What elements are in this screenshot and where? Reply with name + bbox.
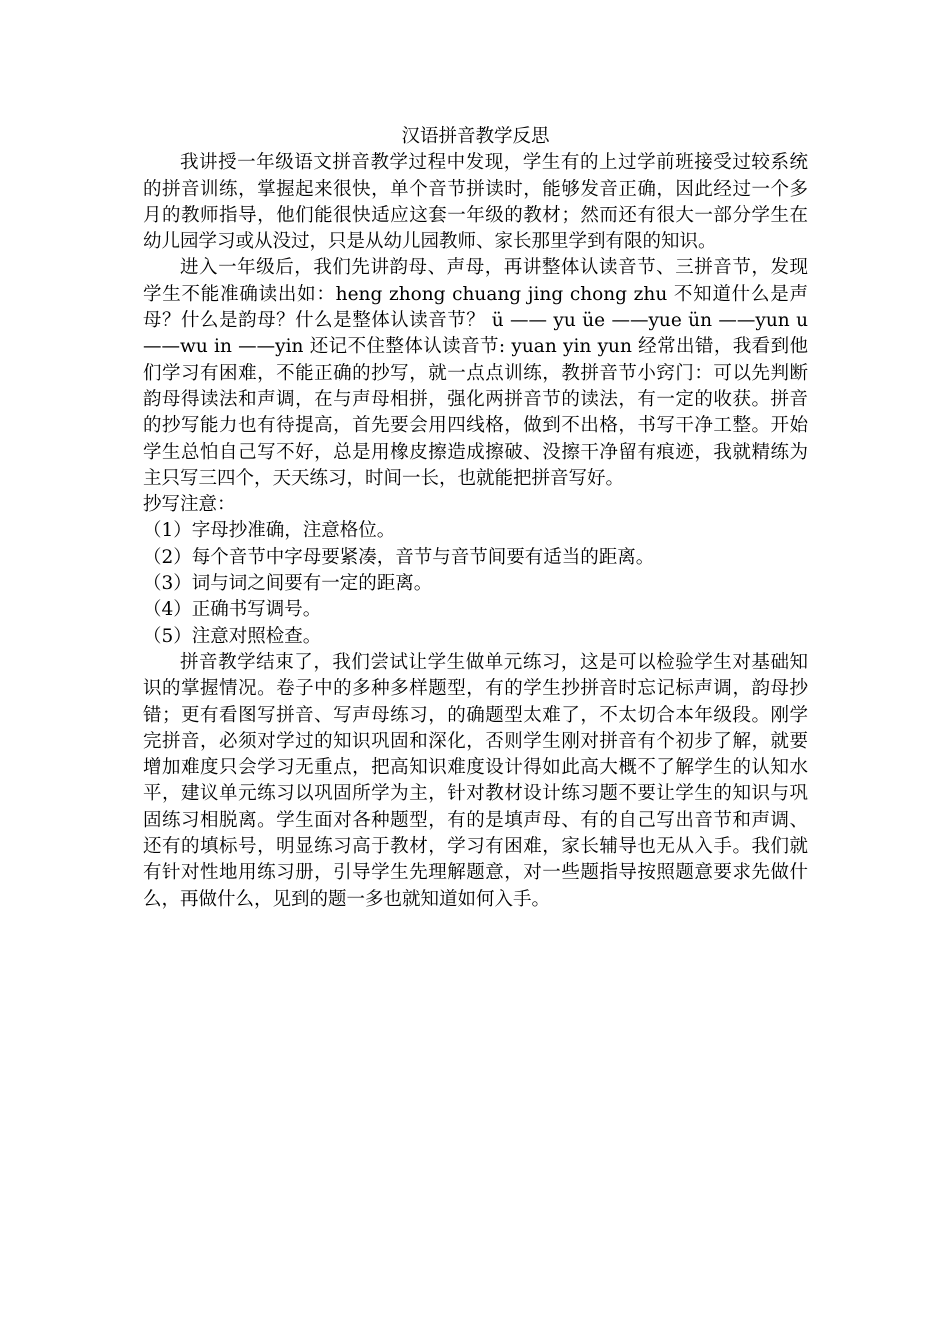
list-item: （2）每个音节中字母要紧凑，音节与音节间要有适当的距离。 bbox=[143, 546, 655, 568]
list-item: （5）注意对照检查。 bbox=[143, 625, 322, 647]
document-page bbox=[143, 124, 808, 913]
document-title: 汉语拼音教学反思 bbox=[401, 126, 550, 147]
list-item: （1）字母抄准确，注意格位。 bbox=[143, 520, 396, 542]
paragraph-1: 我讲授一年级语文拼音教学过程中发现，学生有的上过学前班接受过较系统的拼音训练，掌握起来很快，单个音节拼读时，能够发音正确，因此经过一个多月的教师指导，他们能很快适应这套一年级的教材；然而还有很大一部分学生在幼儿园学习或从没过，只是从幼儿园教师、家长那里学到有限的知识。 bbox=[143, 152, 808, 253]
list-item: （3）词与词之间要有一定的距离。 bbox=[143, 573, 433, 595]
paragraph-2: 进入一年级后，我们先讲韵母、声母，再讲整体认读音节、三拼音节，发现学生不能准确读出如：heng zhong chuang jing chong zhu 不知道什么是声母？什么是韵母？什么是整体认读音节？ ü —— yu üe ——yue ün ——yun u ——wu in ——yin 还记不住整体认读音节: yuan yin yun 经常出错，我看到他们学习有困难，不能正确的抄写，就一点点训练，教拼音节小窍门：可以先判断韵母得读法和声调，在与声母相拼，强化两拼音节的读法，有一定的收获。拼音的抄写能力也有待提高，首先要会用四线格，做到不出格，书写干净工整。开始学生总怕自己写不好，总是用橡皮擦造成擦破、没擦干净留有痕迹，我就精练为主只写三四个，天天练习，时间一长，也就能把拼音写好。 bbox=[143, 257, 808, 489]
copy-notes-list bbox=[143, 518, 808, 649]
paragraph-3: 拼音教学结束了，我们尝试让学生做单元练习，这是可以检验学生对基础知识的掌握情况。卷子中的多种多样题型，有的学生抄拼音时忘记标声调，韵母抄错；更有看图写拼音、写声母练习，的确题型太难了，不太切合本年级段。刚学完拼音，必须对学过的知识巩固和深化，否则学生刚对拼音有个初步了解，就要增加难度只会学习无重点，把高知识难度设计得如此高大概不了解学生的认知水平，建议单元练习以巩固所学为主，针对教材设计练习题不要让学生的知识与巩固练习相脱离。学生面对各种题型，有的是填声母、有的自己写出音节和声调、还有的填标号，明显练习高于教材，学习有困难，家长辅导也无从入手。我们就有针对性地用练习册，引导学生先理解题意，对一些题指导按照题意要求先做什么，再做什么，见到的题一多也就知道如何入手。 bbox=[143, 651, 808, 910]
list-item: （4）正确书写调号。 bbox=[143, 599, 322, 621]
list-heading: 抄写注意： bbox=[143, 494, 236, 516]
